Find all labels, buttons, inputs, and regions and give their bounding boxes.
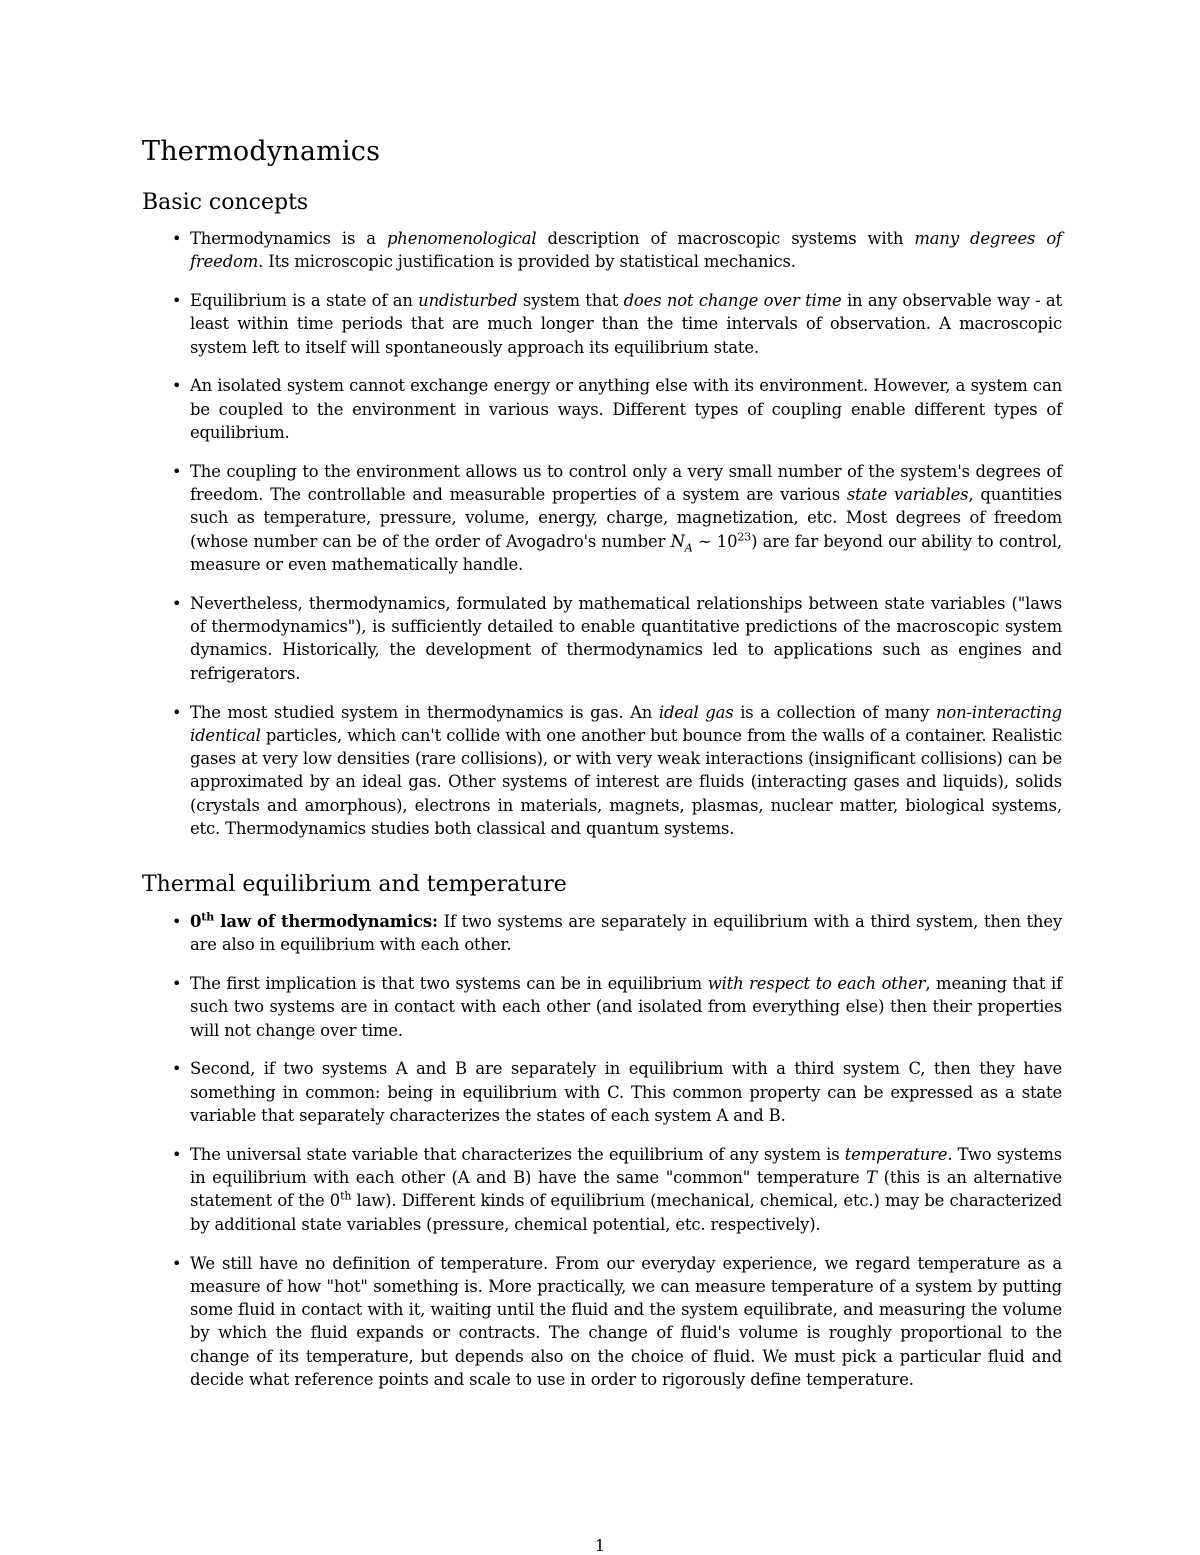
text-run: th [201,910,215,924]
list-item [190,701,1062,841]
section-title-basic-concepts: Basic concepts [142,190,309,215]
text-run: 23 [737,530,752,544]
text-run: If two systems are separately in equilibrium with a third system, then they are also in equilibrium with each other. [190,912,1062,955]
basic-concepts-list [190,227,1062,856]
text-run: The first implication is that two systems can be in equilibrium [190,974,708,994]
text-run: ideal gas [658,702,734,722]
text-run: temperature [844,1144,948,1164]
text-run: The coupling to the environment allows us to control only a very small number of the system's degrees of freedom. The controllable and measurable properties of a system are various [190,461,1062,505]
section-title-thermal-equilibrium: Thermal equilibrium and temperature [142,872,567,897]
text-run: ) are far beyond our ability to control, measure or even mathematically handle. [190,531,1062,575]
text-run: in any observable way - at least within time periods that are much longer than the time intervals of observation. A macroscopic system left to itself will spontaneously approach its equilibrium state. [190,291,1062,357]
list-item [190,289,1062,359]
text-run: th [340,1190,352,1203]
text-run: An isolated system cannot exchange energy or anything else with its environment. However, a system can be coupled to the environment in various ways. Different types of coupling enable different types of equilibrium. [190,376,1062,443]
text-run: , meaning that if such two systems are in contact with each other (and isolated from everything else) then their properties will not change over time. [190,974,1062,1040]
text-run: Second, if two systems A and B are separately in equilibrium with a third system C, then they have something in common: being in equilibrium with C. This common property can be expressed as a state variable that separately characterizes the states of each system A and B. [190,1059,1062,1126]
text-run: undisturbed [418,291,518,311]
text-run: is a collection of many [733,702,936,722]
list-item [190,1143,1062,1236]
text-run: . Two systems in equilibrium with each other (A and B) have the same "common" temperature [190,1144,1062,1188]
text-run: Thermodynamics is a [190,229,387,248]
page-number: 1 [594,1536,606,1555]
text-run: system that [517,291,624,311]
text-run: does not change over time [623,291,842,311]
text-run: many degrees of freedom [190,229,1062,272]
text-run: Equilibrium is a state of an [190,291,419,311]
text-run: 0 [190,912,202,931]
list-item [190,227,1062,274]
text-run: law of thermodynamics: [214,912,438,931]
text-run: A [684,541,693,555]
text-run: ∼ 10 [692,531,738,551]
text-run: The universal state variable that characterizes the equilibrium of any system is [190,1144,845,1164]
list-item [190,374,1062,444]
text-run: non-interacting identical [190,702,1062,745]
text-run: particles, which can't collide with one another but bounce from the walls of a container. Realistic gases at very low densities (rare collisions), or with very weak interactions (insignificant collisions) can be approximated by an ideal gas. Other systems of interest are fluids (interacting gases and liquids), solids (crystals and amorphous), electrons in materials, magnets, plasmas, nuclear matter, biological systems, etc. Thermodynamics studies both classical and quantum systems. [190,725,1062,839]
text-run: state variables [846,485,969,505]
list-item [190,910,1062,957]
list-item [190,1057,1062,1127]
text-run: Nevertheless, thermodynamics, formulated by mathematical relationships between state variables ("laws of thermodynamics"), is sufficiently detailed to enable quantitative predictions of the macroscopic system dynamics. Historically, the development of thermodynamics led to applications such as engines and refrigerators. [190,593,1062,683]
list-item [190,592,1062,685]
text-run: , quantities such as temperature, pressure, volume, energy, charge, magnetization, etc. Most degrees of freedom (whose number can be of the order of Avogadro's number [190,485,1062,551]
thermal-equilibrium-list [190,910,1062,1407]
document-title: Thermodynamics [142,136,381,167]
text-run: phenomenological [386,229,537,248]
text-run: . Its microscopic justification is provided by statistical mechanics. [258,252,796,272]
list-item [190,1252,1062,1392]
text-run: The most studied system in thermodynamics is gas. An [190,702,659,722]
list-item [190,972,1062,1042]
text-run: law). Different kinds of equilibrium (mechanical, chemical, etc.) may be characterized by additional state variables (pressure, chemical potential, etc. respectively). [190,1191,1063,1234]
text-run: description of macroscopic systems with [536,229,915,248]
list-item [190,460,1062,576]
text-run: N [670,531,685,551]
text-run: (this is an alternative statement of the 0 [190,1168,1062,1211]
text-run: T [866,1168,877,1188]
text-run: with respect to each other [707,974,926,994]
text-run: We still have no definition of temperature. From our everyday experience, we regard temperature as a measure of how "hot" something is. More practically, we can measure temperature of a system by putting some fluid in contact with it, waiting until the fluid and the system equilibrate, and measuring the volume by which the fluid expands or contracts. The change of fluid's volume is roughly proportional to the change of its temperature, but depends also on the choice of fluid. We must pick a particular fluid and decide what reference points and scale to use in order to rigorously define temperature. [190,1253,1062,1390]
